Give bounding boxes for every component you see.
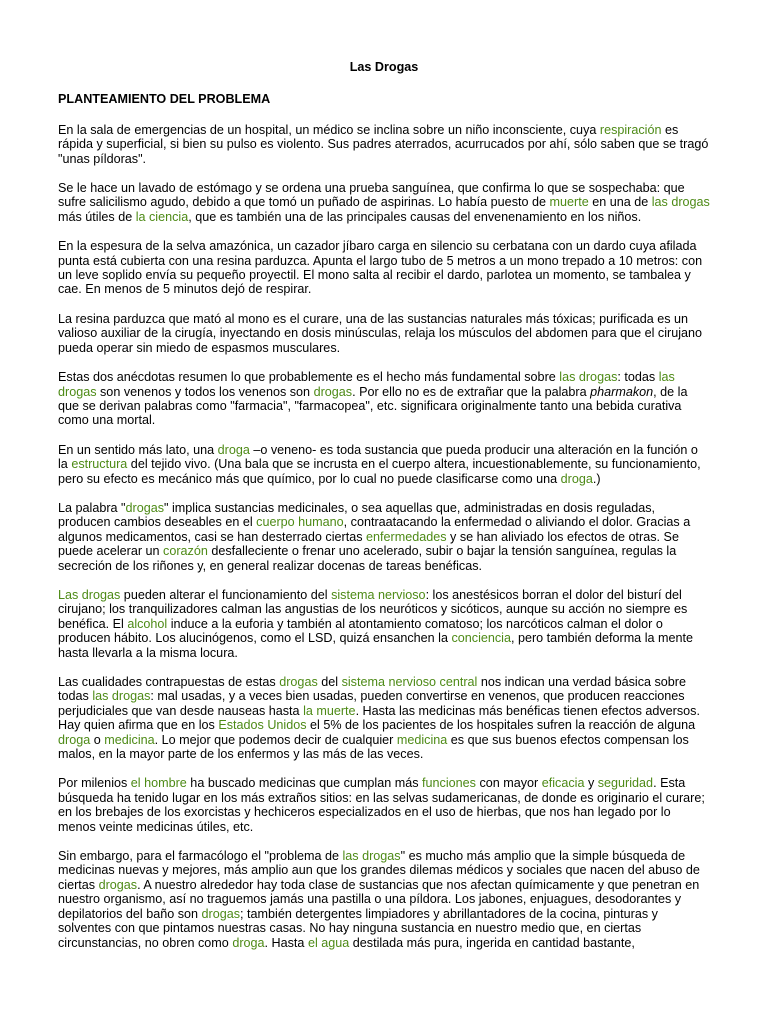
paragraph-text: En un sentido más lato, una (58, 442, 218, 457)
paragraph-text: Por milenios (58, 776, 131, 791)
glossary-link[interactable]: Las drogas (58, 587, 121, 602)
glossary-link[interactable]: medicina (396, 732, 448, 747)
glossary-link[interactable]: funciones (422, 776, 476, 791)
glossary-link[interactable]: droga (58, 732, 91, 747)
glossary-link[interactable]: la muerte (303, 703, 356, 718)
glossary-link[interactable]: las drogas (651, 195, 710, 210)
paragraph-text: induce a la euforia y también al atontamiento comatoso; los narcóticos calman el dolor o producen hábito. Los alucinógenos, como el LSD, quizá ensanchen la (58, 616, 663, 646)
paragraph-text: En la sala de emergencias de un hospital, un médico se inclina sobre un niño inconsciente, cuya (58, 122, 600, 137)
paragraph (58, 239, 710, 297)
glossary-link[interactable]: drogas (201, 906, 241, 921)
paragraph-text: Estas dos anécdotas resumen lo que probablemente es el hecho más fundamental sobre (58, 370, 560, 385)
glossary-link[interactable]: enfermedades (366, 529, 447, 544)
paragraph-text: en una de (588, 195, 652, 210)
paragraph-text: . Hasta (264, 935, 308, 950)
glossary-link[interactable]: drogas (279, 675, 318, 689)
paragraph-text: : los anestésicos borran el dolor del bisturí del cirujano; los tranquilizadores calman las angustias de los neuróticos y sicóticos, aunque su acción no siempre es benéfica. El (58, 587, 688, 631)
paragraph-text: o (90, 732, 105, 747)
paragraph-text: " es mucho más amplio que la simple búsqueda de medicinas nuevas y mejores, más amplio aun que los grandes dilemas médicos y sociales que nacen del abuso de ciertas (58, 849, 700, 892)
glossary-link[interactable]: corazón (163, 544, 208, 559)
paragraph-text: . Esta búsqueda ha tenido lugar en los más extraños sitios: en las selvas sudamericanas, de donde es originario el curare; en los brebajes de los exorcistas y hechiceros especializados en el uso de hierbas, que nos han legado por lo menos veinte medicinas útiles, etc. (58, 776, 705, 834)
section-heading: PLANTEAMIENTO DEL PROBLEMA (58, 92, 271, 107)
glossary-link[interactable]: alcohol (127, 616, 168, 631)
paragraph (58, 501, 710, 573)
glossary-link[interactable]: estructura (71, 457, 128, 472)
paragraph-text: La resina parduzca que mató al mono es el curare, una de las sustancias naturales más tóxicas; purificada es un valioso auxiliar de la cirugía, inyectando en dosis minúsculas, relaja los músculos del abdomen para que el cirujano pueda operar sin miedo de espasmos musculares. (58, 311, 703, 355)
paragraph-text: del tejido vivo. (Una bala que se incrusta en el cuerpo altera, incuestionablemente, su funcionamiento, pero su efecto es mecánico más que químico, por lo cual no puede clasificarse como una (58, 457, 701, 486)
glossary-link[interactable]: sistema nervioso central (341, 675, 478, 689)
paragraph-text: pueden alterar el funcionamiento del (120, 587, 332, 602)
paragraph-text: , que es también una de las principales causas del envenenamiento en los niños. (188, 209, 642, 224)
glossary-link[interactable]: las drogas (342, 849, 401, 864)
paragraph-text: destilada más pura, ingerida en cantidad bastante, (349, 935, 635, 950)
paragraph-text: , contraatacando la enfermedad o aliviando el dolor. Gracias a algunos medicamentos, casi se han desterrado ciertas (58, 515, 691, 544)
paragraph-text: nos indican una verdad básica sobre todas (58, 675, 686, 704)
paragraph-text: La palabra " (58, 500, 126, 515)
paragraph-text: . A nuestro alrededor hay toda clase de sustancias que nos afectan químicamente y que penetran en nuestro organismo, así no traguemos jamás una pastilla o una píldora. Los jabones, enjuagues, desodorantes y depilatorios del baño son (58, 877, 700, 921)
paragraph-text: y (584, 776, 598, 791)
paragraph-text: .) (592, 471, 601, 486)
document-page (58, 60, 710, 965)
paragraph-text: ha buscado medicinas que cumplan más (186, 776, 423, 791)
paragraph (58, 443, 710, 486)
glossary-link[interactable]: conciencia (451, 631, 511, 646)
paragraph-text: : mal usadas, y a veces bien usadas, pueden convertirse en venenos, que producen reacciones perjudiciales que van desde nauseas hasta (58, 689, 685, 718)
glossary-link[interactable]: respiración (599, 122, 662, 137)
glossary-link[interactable]: droga (217, 442, 250, 457)
paragraph-text: el 5% de los pacientes de los hospitales sufren la reacción de alguna (306, 718, 696, 733)
glossary-link[interactable]: la ciencia (135, 209, 189, 224)
paragraph (58, 370, 710, 428)
paragraph-text: Las cualidades contrapuestas de estas (58, 675, 280, 689)
paragraph-text: . Lo mejor que podemos decir de cualquier (154, 732, 397, 747)
paragraph (58, 181, 710, 224)
document-title: Las Drogas (349, 60, 419, 74)
paragraph-text: es rápida y superficial, si bien su pulso es violento. Sus padres aterrados, acurrucados por ahí, sólo saben que se tragó "unas píldoras". (58, 122, 709, 166)
paragraph-text: Se le hace un lavado de estómago y se ordena una prueba sanguínea, que confirma lo que se sospechaba: que sufre salicilismo agudo, debido a que tomó un puñado de aspirinas. Lo había puesto de (58, 181, 685, 210)
paragraph-text: son venenos y todos los venenos son (96, 384, 314, 399)
glossary-link[interactable]: las drogas (559, 370, 618, 385)
glossary-link[interactable]: sistema nervioso (331, 587, 426, 602)
paragraph (58, 588, 710, 660)
glossary-link[interactable]: seguridad (597, 776, 654, 791)
paragraph-text: , pero también deforma la mente hasta llevarla a la misma locura. (58, 631, 693, 660)
glossary-link[interactable]: drogas (125, 500, 165, 515)
paragraph-text: desfalleciente o frenar uno acelerado, subir o bajar la tensión sanguínea, regulas la secreción de los riñones y, en general realizar docenas de tareas benéficas. (58, 544, 677, 573)
glossary-link[interactable]: eficacia (541, 776, 585, 791)
paragraph (58, 675, 710, 761)
glossary-link[interactable]: el hombre (130, 776, 187, 791)
italic-text: pharmakon (590, 384, 654, 399)
glossary-link[interactable]: drogas (98, 877, 138, 892)
paragraph (58, 312, 710, 355)
paragraph (58, 849, 710, 950)
paragraph-text: del (317, 675, 342, 689)
glossary-link[interactable]: el agua (307, 935, 350, 950)
glossary-link[interactable]: muerte (549, 195, 589, 210)
paragraph-text: y se han aliviado los efectos de otras. Se puede acelerar un (58, 529, 679, 559)
paragraph-text: Sin embargo, para el farmacólogo el "problema de (58, 849, 343, 864)
document-body (58, 123, 710, 950)
glossary-link[interactable]: cuerpo humano (256, 515, 344, 530)
paragraph-text: En la espesura de la selva amazónica, un cazador jíbaro carga en silencio su cerbatana con un dardo cuya afilada punta está cubierta con una resina parduzca. Apunta el largo tubo de 5 metros a un mono trepado a 10 metros: con un leve soplido envía su pequeño proyectil. El mono salta al recibir el dardo, parlotea un momento, se tambalea y cae. En menos de 5 minutos dejó de respirar. (58, 239, 703, 297)
glossary-link[interactable]: Estados Unidos (218, 718, 307, 733)
paragraph-text: ; también detergentes limpiadores y abrillantadores de la cocina, pinturas y solventes con que pintamos nuestras casas. No hay ninguna sustancia en nuestro medio que, en ciertas circunstancias, no obren como (58, 906, 658, 950)
glossary-link[interactable]: las drogas (58, 370, 675, 399)
paragraph-text: –o veneno- es toda sustancia que pueda producir una alteración en la función o la (58, 442, 698, 472)
paragraph-text: " implica sustancias medicinales, o sea aquellas que, administradas en dosis reguladas, producen cambios deseables en el (58, 500, 656, 530)
glossary-link[interactable]: las drogas (92, 689, 151, 704)
paragraph (58, 776, 710, 834)
paragraph-text: es que sus buenos efectos compensan los malos, en la mayor parte de los enfermos y las más de las veces. (58, 732, 689, 762)
glossary-link[interactable]: droga (232, 935, 265, 950)
glossary-link[interactable]: droga (560, 471, 593, 486)
paragraph (58, 123, 710, 166)
glossary-link[interactable]: drogas (313, 384, 353, 399)
paragraph-text: : todas (617, 370, 659, 385)
paragraph-text: más útiles de (58, 209, 136, 224)
paragraph-text: . Hasta las medicinas más benéficas tienen efectos adversos. Hay quien afirma que en los (58, 703, 700, 733)
glossary-link[interactable]: medicina (104, 732, 155, 747)
paragraph-text: . Por ello no es de extrañar que la palabra (352, 384, 591, 399)
paragraph-text: , de la que se derivan palabras como "farmacia", "farmacopea", etc. significara originalmente tanto una bebida curativa como una mortal. (58, 384, 688, 428)
paragraph-text: con mayor (475, 776, 542, 791)
